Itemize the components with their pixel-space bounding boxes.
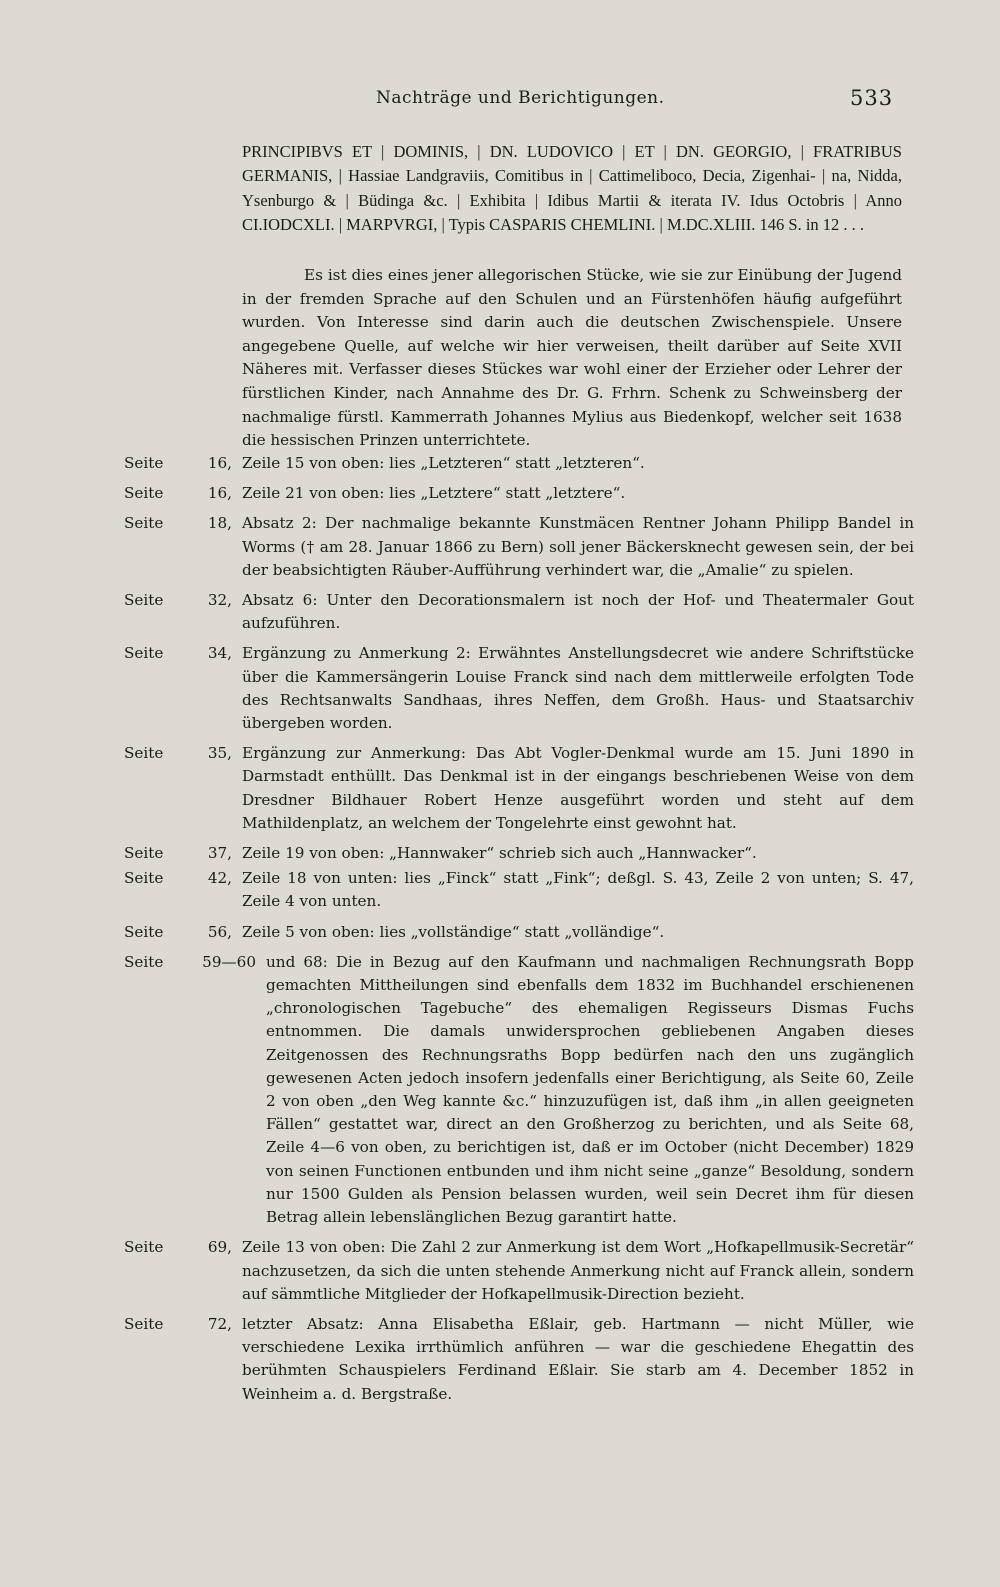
entry-prefix: Seite: [124, 591, 164, 610]
entry-prefix: Seite: [124, 844, 164, 863]
correction-entry: [124, 482, 914, 505]
entry-prefix: Seite: [124, 484, 164, 503]
bibliographic-entry: PRINCIPIBVS ET | DOMINIS, | DN. LUDOVICO | ET | DN. GEORGIO, | FRATRIBUS GERMANIS, | Hassiae Landgraviis, Comitibus in | Cattimeliboco, Decia, Zigenhai- | na, Nidda, Ysenburgo & | Büdinga &c. | Exhibita | Idibus Martii & iterata IV. Idus Octobris | Anno CI.IODCXLI. | MARPVRGI, | Typis CASPARIS CHEMLINI. | M.DC.XLIII. 146 S. in 12 . . .: [242, 142, 902, 235]
correction-entry: [124, 921, 914, 944]
correction-entry: [124, 512, 914, 582]
correction-entry: [124, 642, 914, 735]
correction-entry: [124, 867, 914, 913]
correction-entry: [124, 742, 914, 835]
correction-entry: [124, 1236, 914, 1306]
entry-text: Zeile 5 von oben: lies „vollständige“ statt „volländige“.: [242, 922, 665, 941]
entry-page-ref: 16,: [207, 484, 232, 503]
correction-entry: [124, 951, 914, 1229]
entry-text: Zeile 19 von oben: „Hannwaker“ schrieb sich auch „Hannwacker“.: [242, 844, 757, 863]
entry-page-ref: 16,: [207, 454, 232, 472]
entry-prefix: Seite: [124, 1238, 164, 1257]
entry-text: Ergänzung zu Anmerkung 2: Erwähntes Anstellungsdecret wie andere Schriftstücke über die Kammersängerin Louise Franck sind nach dem mittlerweile erfolgten Tode des Rechtsanwalts Sandhaas, ihres Neffen, dem Großh. Haus- und Staatsarchiv übergeben worden.: [242, 644, 914, 733]
header-title: Nachträge und Berichtigungen.: [376, 88, 665, 108]
entry-text: Absatz 2: Der nachmalige bekannte Kunstmäcen Rentner Johann Philipp Bandel in Worms († am 28. Januar 1866 zu Bern) soll jener Bäckersknecht gewesen sein, der bei der beabsichtigten Räuber-Aufführung verhindert war, die „Amalie“ zu spielen.: [242, 514, 914, 579]
entry-prefix: Seite: [124, 869, 164, 888]
entry-page-ref: 32,: [207, 591, 232, 610]
entry-text: Zeile 21 von oben: lies „Letztere“ statt „letztere“.: [242, 484, 626, 503]
entry-text: Ergänzung zur Anmerkung: Das Abt Vogler-Denkmal wurde am 15. Juni 1890 in Darmstadt enthüllt. Das Denkmal ist in der eingangs beschriebenen Weise von dem Dresdner Bildhauer Robert Henze ausgeführt worden und steht auf dem Mathildenplatz, an welchem der Tongelehrte einst gewohnt hat.: [242, 744, 914, 832]
correction-entry: [124, 452, 914, 475]
page-number: 533: [850, 86, 894, 110]
corrections-list: [124, 452, 914, 1406]
correction-entry: [124, 589, 914, 635]
entry-page-ref: 72,: [207, 1314, 232, 1333]
entry-text: und 68: Die in Bezug auf den Kaufmann und nachmaligen Rechnungsrath Bopp gemachten Mittheilungen sind ebenfalls dem 1832 im Buchhandel erschienenen „chronologischen Tagebuche“ des ehemaligen Regisseurs Dismas Fuchs entnommen. Die damals unwidersprochen gebliebenen Angaben dieses Zeitgenossen des Rechnungsraths Bopp bedürfen nach den uns zugänglich gewesenen Acten jedoch insofern jedenfalls einer Berichtigung, als Seite 60, Zeile 2 von oben „den Weg kannte &c.“ hinzuzufügen ist, daß ihm „in allen geeigneten Fällen“ gestattet war, direct an den Großherzog zu berichten, und als Seite 68, Zeile 4—6 von oben, zu berichtigen ist, daß er im October (nicht December) 1829 von seinen Functionen entbunden und ihm nicht seine „ganze“ Besoldung, sondern nur 1500 Gulden als Pension belassen wurden, weil sein Decret ihm für diesen Betrag allein lebenslänglichen Bezug garantirt hatte.: [266, 952, 914, 1227]
entry-page-ref: 37,: [207, 844, 232, 863]
entry-prefix: Seite: [124, 514, 164, 533]
entry-page-ref: 18,: [207, 514, 232, 533]
entry-text: Zeile 13 von oben: Die Zahl 2 zur Anmerkung ist dem Wort „Hofkapellmusik-Secretär“ nachzusetzen, da sich die unten stehende Anmerkung nicht auf Franck allein, sondern auf sämmtliche Mitglieder der Hofkapellmusik-Direction bezieht.: [242, 1238, 914, 1303]
entry-prefix: Seite: [124, 952, 164, 971]
entry-text: Absatz 6: Unter den Decorationsmalern ist noch der Hof- und Theatermaler Gout aufzuführen.: [242, 591, 914, 633]
entry-page-ref: 42,: [207, 869, 232, 888]
entry-page-ref: 56,: [207, 922, 232, 941]
entry-text: letzter Absatz: Anna Elisabetha Eßlair, geb. Hartmann — nicht Müller, wie verschiedene Lexika irrthümlich anführen — war die geschiedene Ehegattin des berühmten Schauspielers Ferdinand Eßlair. Sie starb am 4. December 1852 in Weinheim a. d. Bergstraße.: [242, 1314, 914, 1403]
correction-entry: [124, 1313, 914, 1406]
entry-prefix: Seite: [124, 744, 164, 763]
entry-page-ref: 59—60: [202, 952, 256, 971]
commentary-paragraph: Es ist dies eines jener allegorischen Stücke, wie sie zur Einübung der Jugend in der fremden Sprache auf den Schulen und an Fürstenhöfen häufig aufgeführt wurden. Von Interesse sind darin auch die deutschen Zwischenspiele. Unsere angegebene Quelle, auf welche wir hier verweisen, theilt darüber auf Seite XVII Näheres mit. Verfasser dieses Stückes war wohl einer der Erzieher oder Lehrer der fürstlichen Kinder, nach Annahme des Dr. G. Frhrn. Schenk zu Schweinsberg der nachmalige fürstl. Kammerrath Johannes Mylius aus Biedenkopf, welcher seit 1638 die hessischen Prinzen unterrichtete.: [242, 266, 902, 450]
entry-page-ref: 34,: [207, 644, 232, 663]
entry-text: Zeile 15 von oben: lies „Letzteren“ statt „letzteren“.: [242, 454, 645, 472]
entry-prefix: Seite: [124, 1314, 164, 1333]
entry-prefix: Seite: [124, 922, 164, 941]
entry-text: Zeile 18 von unten: lies „Finck“ statt „Fink“; deßgl. S. 43, Zeile 2 von unten; S. 47, Zeile 4 von unten.: [242, 869, 914, 911]
running-header: [0, 88, 1000, 118]
entry-prefix: Seite: [124, 454, 164, 472]
entry-page-ref: 69,: [207, 1238, 232, 1257]
correction-entry: [124, 842, 914, 865]
entry-prefix: Seite: [124, 644, 164, 663]
entry-page-ref: 35,: [207, 744, 232, 763]
